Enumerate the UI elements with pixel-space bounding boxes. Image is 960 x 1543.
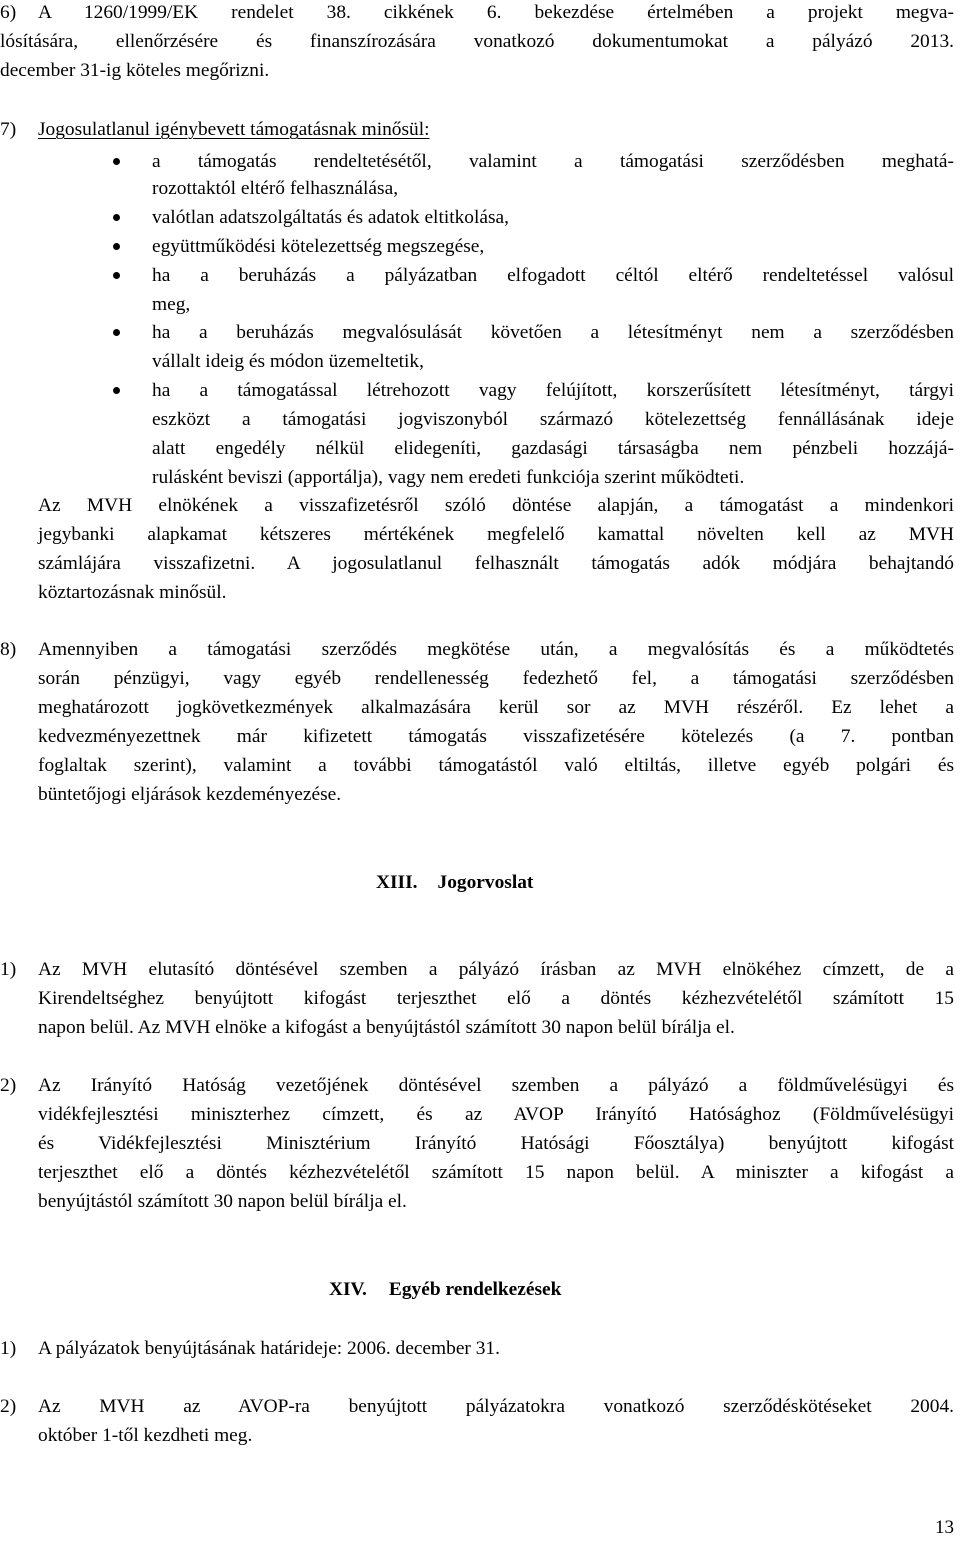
paragraph-line: december 31-ig köteles megőrizni. [0, 60, 270, 81]
underlined-heading: Jogosulatlanul igénybevett támogatásnak minősül: [38, 119, 430, 140]
item-number: 8) [0, 639, 17, 660]
bullet-line: rozottaktól eltérő felhasználása, [152, 178, 399, 199]
paragraph-line: benyújtástól számított 30 napon belül bírálja el. [38, 1191, 407, 1212]
paragraph-line: A pályázatok benyújtásának határideje: 2006. december 31. [38, 1338, 500, 1359]
bullet-line: meg, [152, 294, 191, 315]
bullet-line: eszközt a támogatási jogviszonyból származó kötelezettség fennállásának ideje [152, 409, 954, 430]
paragraph-line: Kirendeltséghez benyújtott kifogást terjeszthet elő a döntés kézhezvételétől számított 15 [38, 988, 954, 1009]
paragraph-line: napon belül. Az MVH elnöke a kifogást a benyújtástól számított 30 napon belül bírálja el. [38, 1017, 735, 1038]
bullet-icon [113, 387, 120, 394]
item-number: 1) [0, 959, 17, 980]
section-heading [376, 868, 533, 897]
paragraph-line: Az MVH elutasító döntésével szemben a pályázó írásban az MVH elnökéhez címzett, de a [38, 959, 954, 980]
bullet-line: a támogatás rendeltetésétől, valamint a támogatási szerződésben meghatá- [152, 151, 954, 172]
bullet-icon [113, 329, 120, 336]
paragraph-line: büntetőjogi eljárások kezdeményezése. [38, 784, 342, 805]
paragraph-line: kedvezményezettnek már kifizetett támogatás visszafizetésére kötelezés (a 7. pontban [38, 726, 954, 747]
bullet-line: vállalt ideig és módon üzemeltetik, [152, 351, 424, 372]
bullet-icon [113, 158, 120, 165]
paragraph-line: és Vidékfejlesztési Minisztérium Irányító Hatósági Főosztálya) benyújtott kifogást [38, 1133, 954, 1154]
paragraph-line: Az Irányító Hatóság vezetőjének döntésével szemben a pályázó a földművelésügyi és [38, 1075, 954, 1096]
item-number: 2) [0, 1075, 17, 1096]
bullet-icon [113, 272, 120, 279]
item-number: 6) [0, 2, 17, 23]
item-number: 1) [0, 1338, 17, 1359]
paragraph-line: A 1260/1999/EK rendelet 38. cikkének 6. bekezdése értelmében a projekt megva- [38, 2, 954, 23]
section-title: Jogorvoslat [437, 872, 534, 893]
paragraph-line: meghatározott jogkövetkezmények alkalmazására kerül sor az MVH részéről. Ez lehet a [38, 697, 954, 718]
paragraph-line [38, 115, 430, 144]
paragraph-line: során pénzügyi, vagy egyéb rendellenesség fedezhető fel, a támogatási szerződésben [38, 668, 954, 689]
bullet-line: együttműködési kötelezettség megszegése, [152, 236, 485, 257]
bullet-line: ha a beruházás megvalósulását követően a létesítményt nem a szerződésben [152, 322, 954, 343]
bullet-line: valótlan adatszolgáltatás és adatok eltitkolása, [152, 207, 509, 228]
paragraph-line: terjeszthet elő a döntés kézhezvételétől számított 15 napon belül. A miniszter a kifogást a [38, 1162, 954, 1183]
bullet-line: ha a támogatással létrehozott vagy felújított, korszerűsített létesítményt, tárgyi [152, 380, 954, 401]
bullet-icon [113, 214, 120, 221]
paragraph-line: Az MVH elnökének a visszafizetésről szóló döntése alapján, a támogatást a mindenkori [38, 495, 954, 516]
item-number: 2) [0, 1396, 17, 1417]
paragraph-line: lósítására, ellenőrzésére és finanszírozására vonatkozó dokumentumokat a pályázó 2013. [0, 31, 954, 52]
section-title: Egyéb rendelkezések [388, 1279, 562, 1300]
item-number: 7) [0, 119, 17, 140]
paragraph-line: számlájára visszafizetni. A jogosulatlanul felhasznált támogatás adók módjára behajtandó [38, 553, 954, 574]
bullet-icon [113, 243, 120, 250]
paragraph-line: vidékfejlesztési miniszterhez címzett, és az AVOP Irányító Hatósághoz (Földművelésügyi [38, 1104, 954, 1125]
section-roman: XIII. [376, 872, 418, 893]
section-roman: XIV. [329, 1279, 367, 1300]
bullet-line: rulásként beviszi (apportálja), vagy nem eredeti funkciója szerint működteti. [152, 467, 745, 488]
paragraph-line: október 1-től kezdheti meg. [38, 1425, 253, 1446]
paragraph-line: jegybanki alapkamat kétszeres mértékének megfelelő kamattal növelten kell az MVH [38, 524, 954, 545]
paragraph-line: Az MVH az AVOP-ra benyújtott pályázatokra vonatkozó szerződéskötéseket 2004. [38, 1396, 954, 1417]
paragraph-line: Amennyiben a támogatási szerződés megkötése után, a megvalósítás és a működtetés [38, 639, 954, 660]
paragraph-line: foglaltak szerint), valamint a további támogatástól való eltiltás, illetve egyéb polgári és [38, 755, 954, 776]
paragraph-line: köztartozásnak minősül. [38, 582, 227, 603]
bullet-line: alatt engedély nélkül elidegeníti, gazdasági társaságba nem pénzbeli hozzájá- [152, 438, 954, 459]
section-heading [329, 1275, 561, 1304]
page-number: 13 [935, 1517, 954, 1538]
bullet-line: ha a beruházás a pályázatban elfogadott céltól eltérő rendeltetéssel valósul [152, 265, 954, 286]
